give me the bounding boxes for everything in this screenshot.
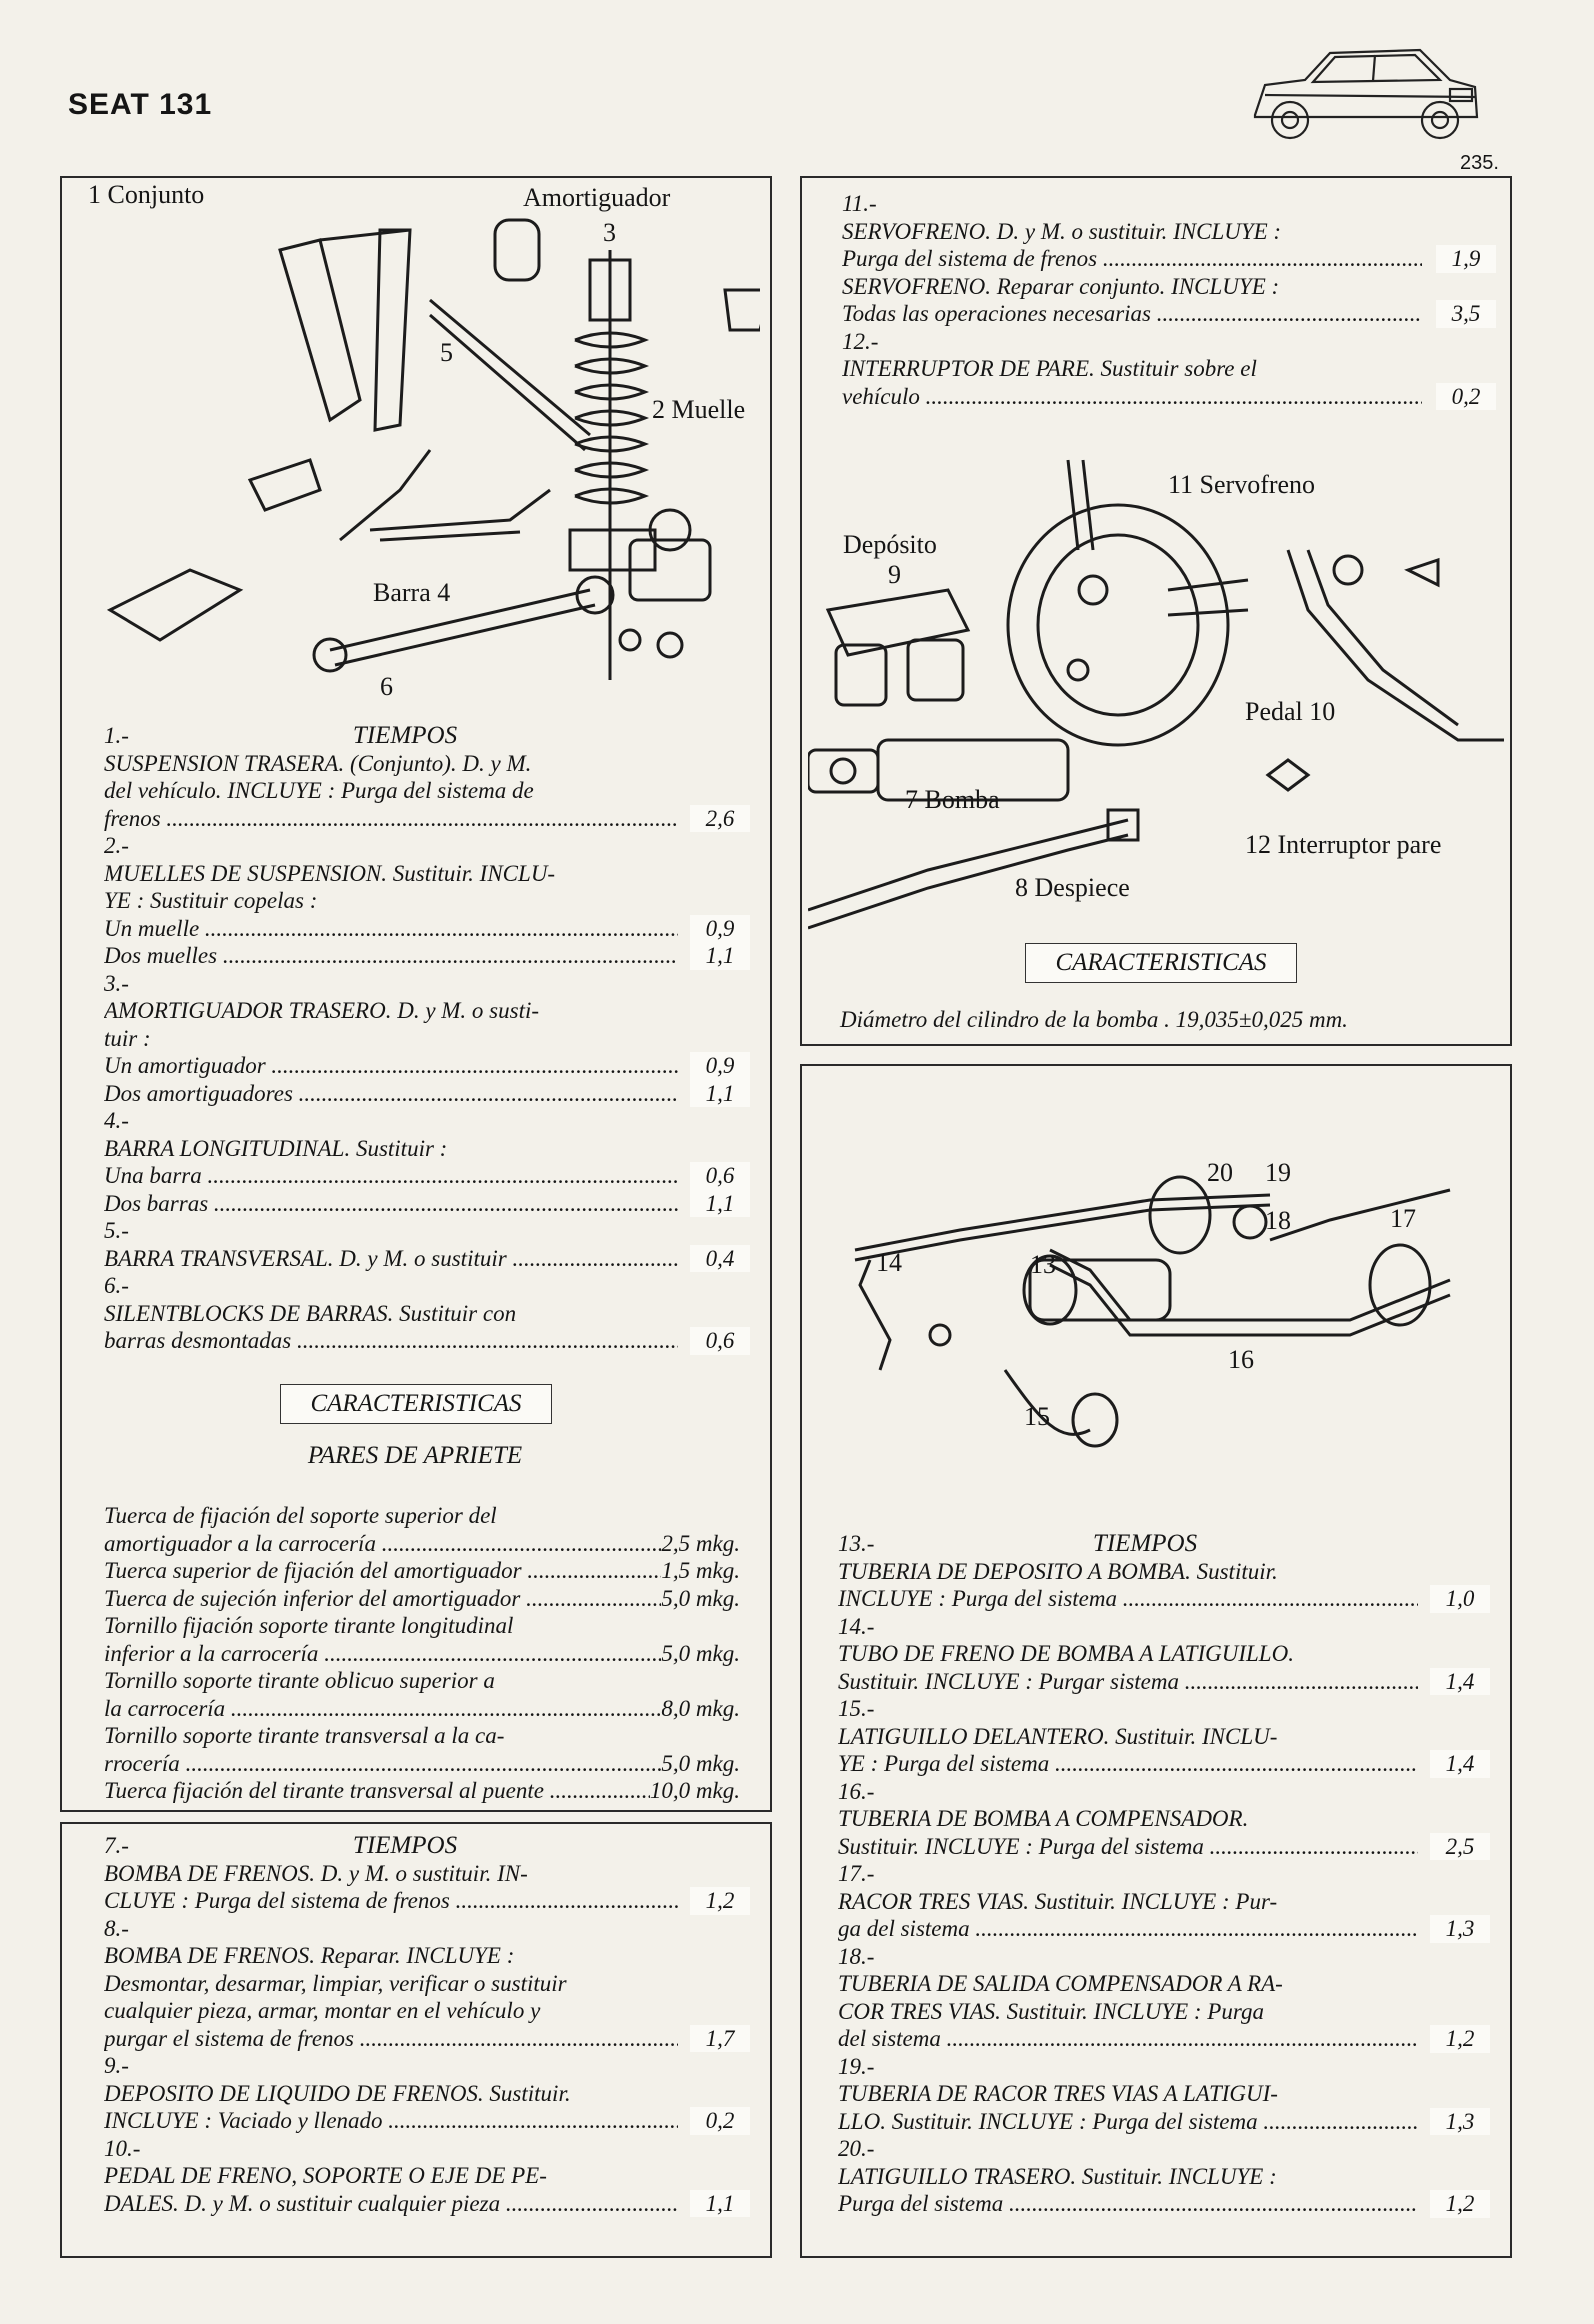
time-item xyxy=(838,1860,1475,1943)
time-item-number: 20.- xyxy=(838,2136,875,2161)
time-item-line: Una barra ..... xyxy=(104,1162,678,1190)
time-item-line: cualquier pieza, armar, montar en el vehículo y xyxy=(104,1998,541,2023)
time-item xyxy=(104,1272,735,1355)
torque-line: inferior a la carrocería ..... xyxy=(104,1640,661,1668)
time-item xyxy=(842,328,1481,411)
time-item-line: Un muelle ..... xyxy=(104,915,678,943)
torque-item xyxy=(104,1557,740,1585)
time-item-value: 1,2 xyxy=(1430,2025,1490,2053)
time-item xyxy=(104,970,678,1053)
time-item-number: 18.- xyxy=(838,1943,875,1969)
time-item-line: INCLUYE : Purga del sistema ..... xyxy=(838,1585,1418,1613)
time-item-line: Dos amortiguadores ..... xyxy=(104,1080,678,1108)
time-item-line: SILENTBLOCKS DE BARRAS. Sustituir con xyxy=(104,1300,517,1326)
time-item xyxy=(104,1080,735,1108)
torque-item xyxy=(104,1612,740,1667)
time-item xyxy=(104,1190,735,1218)
torque-line: amortiguador a la carrocería ..... xyxy=(104,1530,661,1558)
torque-value: 5,0 mkg. xyxy=(661,1585,740,1611)
torque-line: Tuerca superior de fijación del amortiguador ..... xyxy=(104,1557,661,1585)
time-item xyxy=(842,273,1481,328)
time-item xyxy=(842,190,1481,273)
time-item-line: Desmontar, desarmar, limpiar, verificar o sustituir xyxy=(104,1970,567,1996)
label-3: 3 xyxy=(603,218,616,247)
time-item xyxy=(838,1778,1475,1861)
torque-value: 2,5 mkg. xyxy=(661,1530,740,1556)
time-item-line: del sistema ..... xyxy=(838,2025,1418,2053)
box2-times-list xyxy=(104,1832,735,2217)
label-18: 18 xyxy=(1265,1206,1291,1235)
time-item xyxy=(838,1613,1475,1696)
time-item-value: 0,9 xyxy=(690,915,750,943)
torque-line: Tornillo soporte tirante transversal a la ca- xyxy=(104,1723,505,1748)
time-item-value: 1,1 xyxy=(690,942,750,970)
car-illustration xyxy=(1235,25,1485,155)
time-item-value: 2,6 xyxy=(690,805,750,833)
time-item xyxy=(104,2052,735,2135)
label-14: 14 xyxy=(876,1248,902,1277)
label-19: 19 xyxy=(1265,1158,1291,1187)
label-bomba: 7 Bomba xyxy=(905,785,1000,814)
time-item-line: BOMBA DE FRENOS. Reparar. INCLUYE : xyxy=(104,1943,515,1968)
diametro-value: 19,035±0,025 mm. xyxy=(1175,1007,1348,1032)
time-item-value: 1,0 xyxy=(1430,1585,1490,1613)
torque-line: rrocería ..... xyxy=(104,1750,661,1778)
time-item-line: DALES. D. y M. o sustituir cualquier pieza ..... xyxy=(104,2190,678,2218)
label-20: 20 xyxy=(1207,1158,1233,1187)
time-item-line: SERVOFRENO. D. y M. o sustituir. INCLUYE : xyxy=(842,218,1282,244)
label-barra: Barra 4 xyxy=(373,578,451,607)
time-item-value: 0,6 xyxy=(690,1327,750,1355)
time-item-number: 10.- xyxy=(104,2135,141,2161)
time-item-line: purgar el sistema de frenos ..... xyxy=(104,2025,678,2053)
time-item xyxy=(104,1162,735,1190)
torque-value: 1,5 mkg. xyxy=(661,1558,740,1583)
time-item-line: Sustituir. INCLUYE : Purga del sistema ..... xyxy=(838,1833,1418,1861)
time-item-value: 0,6 xyxy=(690,1162,750,1190)
torque-item xyxy=(104,1777,740,1805)
brand-title: SEAT 131 xyxy=(68,88,213,121)
time-item-number: 3.- xyxy=(104,970,129,996)
time-item-value: 1,7 xyxy=(690,2025,750,2053)
label-13: 13 xyxy=(1030,1250,1056,1279)
time-item-number: 2.- xyxy=(104,833,129,858)
time-item-value: 1,2 xyxy=(1430,2190,1490,2218)
torque-item xyxy=(104,1502,740,1557)
time-item-line: TUBERIA DE BOMBA A COMPENSADOR. xyxy=(838,1806,1249,1831)
page-number: 235. xyxy=(1460,152,1499,174)
time-item-value: 1,2 xyxy=(690,1887,750,1915)
label-17: 17 xyxy=(1390,1204,1416,1233)
bomba-diametro: Diámetro del cilindro de la bomba . 19,035±0,025 mm. xyxy=(840,1007,1348,1032)
torque-line: Tuerca de fijación del soporte superior del xyxy=(104,1503,497,1528)
box1-times-list xyxy=(104,722,735,1355)
time-item-line: LATIGUILLO TRASERO. Sustituir. INCLUYE : xyxy=(838,2163,1277,2189)
time-item-line: COR TRES VIAS. Sustituir. INCLUYE : Purga xyxy=(838,1998,1264,2024)
label-9: 9 xyxy=(888,560,901,589)
box1-torque-list xyxy=(104,1502,740,1805)
label-interruptor: 12 Interruptor pare xyxy=(1245,830,1442,859)
label-15: 15 xyxy=(1024,1402,1050,1431)
time-item-line: del vehículo. INCLUYE : Purga del sistema de xyxy=(104,778,534,803)
time-item-line: Purga del sistema ..... xyxy=(838,2190,1418,2218)
time-item-line: Todas las operaciones necesarias ..... xyxy=(842,300,1422,328)
time-item xyxy=(838,1695,1475,1778)
box4-times-list xyxy=(838,1530,1475,2218)
torque-line: Tornillo fijación soporte tirante longitudinal xyxy=(104,1613,514,1638)
time-item-value: 0,4 xyxy=(690,1245,750,1273)
time-item xyxy=(838,1530,1475,1613)
time-item-line: LATIGUILLO DELANTERO. Sustituir. INCLU- xyxy=(838,1723,1278,1749)
time-item-number: 5.- xyxy=(104,1218,129,1243)
time-item-number: 19.- xyxy=(838,2053,875,2079)
time-item-line: BARRA TRANSVERSAL. D. y M. o sustituir ..... xyxy=(104,1245,678,1273)
time-item-value: 1,1 xyxy=(690,1080,750,1108)
servofreno-diagram xyxy=(808,440,1504,940)
time-item-line: PEDAL DE FRENO, SOPORTE O EJE DE PE- xyxy=(104,2163,547,2188)
time-item-line: ga del sistema ..... xyxy=(838,1915,1418,1943)
torque-line: Tuerca de sujeción inferior del amortiguador ..... xyxy=(104,1585,661,1613)
label-servofreno: 11 Servofreno xyxy=(1168,470,1316,499)
box1-caracteristicas: CARACTERISTICAS xyxy=(280,1384,552,1424)
time-item-line: Dos muelles ..... xyxy=(104,942,678,970)
time-item-line: DEPOSITO DE LIQUIDO DE FRENOS. Sustituir. xyxy=(104,2080,571,2106)
time-item-line: YE : Purga del sistema ..... xyxy=(838,1750,1418,1778)
box4-tiempos: TIEMPOS xyxy=(1092,1530,1198,1557)
time-item xyxy=(104,915,735,943)
torque-item xyxy=(104,1585,740,1613)
time-item xyxy=(104,1217,735,1272)
time-item xyxy=(838,1943,1475,2053)
time-item-line: SERVOFRENO. Reparar conjunto. INCLUYE : xyxy=(842,273,1280,299)
time-item-line: Dos barras ..... xyxy=(104,1190,678,1218)
label-amortiguador: Amortiguador xyxy=(523,183,671,212)
label-deposito: Depósito xyxy=(843,530,937,559)
time-item-line: Sustituir. INCLUYE : Purgar sistema ..... xyxy=(838,1668,1418,1696)
label-despiece: 8 Despiece xyxy=(1015,873,1130,902)
label-6: 6 xyxy=(380,672,393,701)
time-item-number: 11.- xyxy=(842,191,877,216)
time-item-number: 14.- xyxy=(838,1613,875,1639)
box3-times-list xyxy=(842,190,1481,410)
time-item-number: 17.- xyxy=(838,1861,875,1886)
time-item-line: TUBO DE FRENO DE BOMBA A LATIGUILLO. xyxy=(838,1641,1294,1666)
time-item-value: 1,3 xyxy=(1430,2108,1490,2136)
time-item-line: TUBERIA DE RACOR TRES VIAS A LATIGUI- xyxy=(838,2081,1278,2106)
time-item-number: 12.- xyxy=(842,328,879,354)
torque-value: 8,0 mkg. xyxy=(661,1695,740,1721)
time-item-number: 13.- xyxy=(838,1531,875,1556)
box1-pares-apriete: PARES DE APRIETE xyxy=(307,1442,523,1469)
time-item-number: 15.- xyxy=(838,1696,875,1721)
time-item-value: 1,1 xyxy=(690,1190,750,1218)
time-item-number: 8.- xyxy=(104,1915,129,1941)
time-item xyxy=(104,722,735,832)
torque-value: 5,0 mkg. xyxy=(661,1640,740,1666)
time-item-value: 1,4 xyxy=(1430,1750,1490,1778)
time-item-value: 1,4 xyxy=(1430,1668,1490,1696)
time-item xyxy=(104,1915,735,2053)
time-item-value: 1,9 xyxy=(1436,245,1496,273)
torque-item xyxy=(104,1722,740,1777)
torque-line: la carrocería ..... xyxy=(104,1695,661,1723)
time-item xyxy=(104,1832,735,1915)
box2-tiempos: TIEMPOS xyxy=(352,1832,458,1859)
label-5: 5 xyxy=(440,338,453,367)
time-item-value: 0,2 xyxy=(690,2107,750,2135)
time-item-line: INTERRUPTOR DE PARE. Sustituir sobre el xyxy=(842,356,1257,381)
time-item-number: 1.- xyxy=(104,723,129,748)
time-item-value: 1,1 xyxy=(690,2190,750,2218)
time-item-value: 3,5 xyxy=(1436,300,1496,328)
time-item-line: Un amortiguador ..... xyxy=(104,1052,678,1080)
time-item-line: RACOR TRES VIAS. Sustituir. INCLUYE : Pur- xyxy=(838,1888,1278,1914)
torque-value: 10,0 mkg. xyxy=(649,1778,740,1803)
time-item-number: 7.- xyxy=(104,1833,129,1858)
torque-line: Tuerca fijación del tirante transversal al puente ..... xyxy=(104,1777,650,1805)
time-item-line: CLUYE : Purga del sistema de frenos ..... xyxy=(104,1887,678,1915)
time-item-value: 1,3 xyxy=(1430,1915,1490,1943)
time-item-line: YE : Sustituir copelas : xyxy=(104,888,318,913)
brake-lines-diagram xyxy=(810,1140,1500,1470)
time-item-line: Purga del sistema de frenos ..... xyxy=(842,245,1422,273)
time-item xyxy=(104,1107,678,1162)
label-muelle: 2 Muelle xyxy=(652,395,746,424)
time-item-number: 4.- xyxy=(104,1108,129,1133)
time-item-line: SUSPENSION TRASERA. (Conjunto). D. y M. xyxy=(104,750,532,776)
time-item-line: AMORTIGUADOR TRASERO. D. y M. o susti- xyxy=(104,998,540,1023)
time-item xyxy=(104,832,678,915)
time-item-line: barras desmontadas ..... xyxy=(104,1327,678,1355)
time-item-line: TUBERIA DE SALIDA COMPENSADOR A RA- xyxy=(838,1971,1283,1996)
time-item-value: 0,2 xyxy=(1436,383,1496,411)
label-pedal: Pedal 10 xyxy=(1245,697,1336,726)
time-item-line: LLO. Sustituir. INCLUYE : Purga del sistema ..... xyxy=(838,2108,1418,2136)
time-item-number: 6.- xyxy=(104,1273,129,1298)
label-16: 16 xyxy=(1228,1345,1254,1374)
time-item-line: MUELLES DE SUSPENSION. Sustituir. INCLU- xyxy=(104,860,556,886)
time-item-number: 9.- xyxy=(104,2053,129,2078)
time-item-line: INCLUYE : Vaciado y llenado ..... xyxy=(104,2107,678,2135)
time-item-value: 0,9 xyxy=(690,1052,750,1080)
torque-line: Tornillo soporte tirante oblicuo superior a xyxy=(104,1668,495,1693)
torque-item xyxy=(104,1667,740,1722)
time-item-number: 16.- xyxy=(838,1778,875,1804)
diametro-label: Diámetro del cilindro de la bomba xyxy=(840,1007,1159,1032)
time-item-line: BOMBA DE FRENOS. D. y M. o sustituir. IN- xyxy=(104,1860,528,1886)
time-item xyxy=(838,2135,1475,2218)
box1-tiempos: TIEMPOS xyxy=(352,722,458,749)
time-item xyxy=(104,2135,735,2218)
time-item-line: vehículo ..... xyxy=(842,383,1422,411)
time-item xyxy=(104,942,735,970)
time-item-value: 2,5 xyxy=(1430,1833,1490,1861)
time-item xyxy=(104,1052,735,1080)
time-item-line: frenos ..... xyxy=(104,805,678,833)
torque-value: 5,0 mkg. xyxy=(661,1750,740,1776)
time-item-line: BARRA LONGITUDINAL. Sustituir : xyxy=(104,1135,448,1161)
time-item-line: TUBERIA DE DEPOSITO A BOMBA. Sustituir. xyxy=(838,1558,1278,1584)
time-item-line: tuir : xyxy=(104,1025,151,1051)
label-conjunto: 1 Conjunto xyxy=(88,180,205,209)
time-item xyxy=(838,2053,1475,2136)
box3-caracteristicas: CARACTERISTICAS xyxy=(1025,943,1297,983)
